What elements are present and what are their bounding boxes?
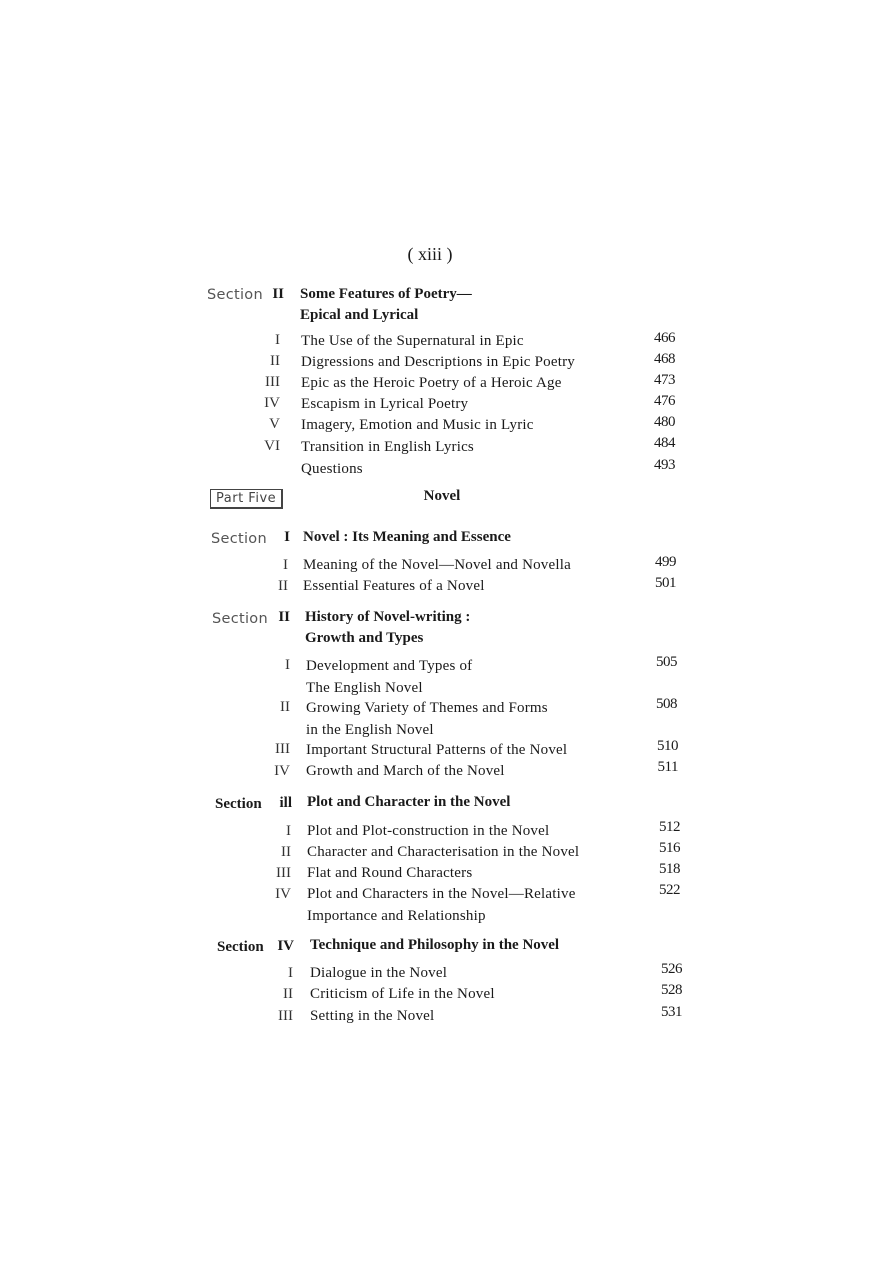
section-label: Section [212,611,268,627]
entry-title: The Use of the Supernatural in Epic [301,333,524,349]
section-number: I [284,529,290,545]
entry-number: II [283,986,293,1002]
entry-page: 484 [654,435,675,451]
section-label: Section [211,531,267,547]
entry-number: II [281,844,291,860]
entry-title: Meaning of the Novel—Novel and Novella [303,557,571,573]
entry-number: IV [274,763,290,779]
entry-number: III [278,1008,293,1024]
entry-page: 518 [659,861,680,877]
section-label: Section [217,939,264,955]
entry-page: 528 [661,982,682,998]
entry-title: Plot and Characters in the Novel—Relative Importance and Relationship [307,886,576,924]
entry-title: Escapism in Lyrical Poetry [301,396,469,412]
entry-number: V [269,416,280,432]
section-number: II [278,609,290,625]
section-title: Technique and Philosophy in the Novel [310,937,560,953]
entry-title: Setting in the Novel [310,1008,435,1024]
entry-title: Character and Characterisation in the Novel [307,844,580,860]
entry-title-questions: Questions [301,461,363,477]
entry-page: 501 [655,575,676,591]
entry-page: 480 [654,414,675,430]
section-title: Novel : Its Meaning and Essence [303,529,511,545]
part-label-box: Part Five [210,489,283,509]
entry-number: II [278,578,288,594]
entry-title: Criticism of Life in the Novel [310,986,495,1002]
entry-number: IV [264,395,280,411]
entry-title: Digressions and Descriptions in Epic Poetry [301,354,575,370]
entry-title: Important Structural Patterns of the Novel [306,742,568,758]
entry-number: I [283,557,288,573]
section-title: Plot and Character in the Novel [307,794,511,810]
entry-number: VI [264,438,280,454]
entry-number: III [265,374,280,390]
section-title: Some Features of Poetry— Epical and Lyrical [300,286,472,323]
entry-page: 473 [654,372,675,388]
entry-page: 508 [656,696,677,712]
entry-page: 522 [659,882,680,898]
entry-page: 526 [661,961,682,977]
part-title: Novel [423,488,461,504]
entry-title: Essential Features of a Novel [303,578,485,594]
entry-page: 510 [657,738,678,754]
entry-number: IV [275,886,291,902]
entry-title: Transition in English Lyrics [301,439,474,455]
entry-page: 505 [656,654,677,670]
section-label: Section [207,287,263,303]
entry-number: I [275,332,280,348]
entry-number: II [280,699,290,715]
section-number: IV [277,938,294,954]
entry-title: Development and Types of The English Novel [306,658,473,696]
entry-page: 468 [654,351,675,367]
entry-page: 516 [659,840,680,856]
entry-title: Dialogue in the Novel [310,965,448,981]
entry-number: I [286,823,291,839]
entry-number: I [285,657,290,673]
entry-number: III [276,865,291,881]
entry-page: 511 [657,759,678,775]
entry-page: 512 [659,819,680,835]
entry-title: Growing Variety of Themes and Forms in the English Novel [306,700,548,738]
entry-title: Epic as the Heroic Poetry of a Heroic Age [301,375,562,391]
section-number: ill [279,795,292,811]
section-title: History of Novel-writing : Growth and Types [305,609,471,646]
entry-number: I [288,965,293,981]
entry-number: III [275,741,290,757]
entry-page: 476 [654,393,675,409]
entry-title: Growth and March of the Novel [306,763,505,779]
entry-page: 466 [654,330,675,346]
section-label: Section [215,796,262,812]
page-number: ( xiii ) [407,244,453,264]
section-number: II [272,286,284,302]
entry-page: 499 [655,554,676,570]
entry-title: Flat and Round Characters [307,865,473,881]
entry-title: Imagery, Emotion and Music in Lyric [301,417,534,433]
entry-title: Plot and Plot-construction in the Novel [307,823,550,839]
entry-number: II [270,353,280,369]
entry-page: 493 [654,457,675,473]
entry-page: 531 [661,1004,682,1020]
